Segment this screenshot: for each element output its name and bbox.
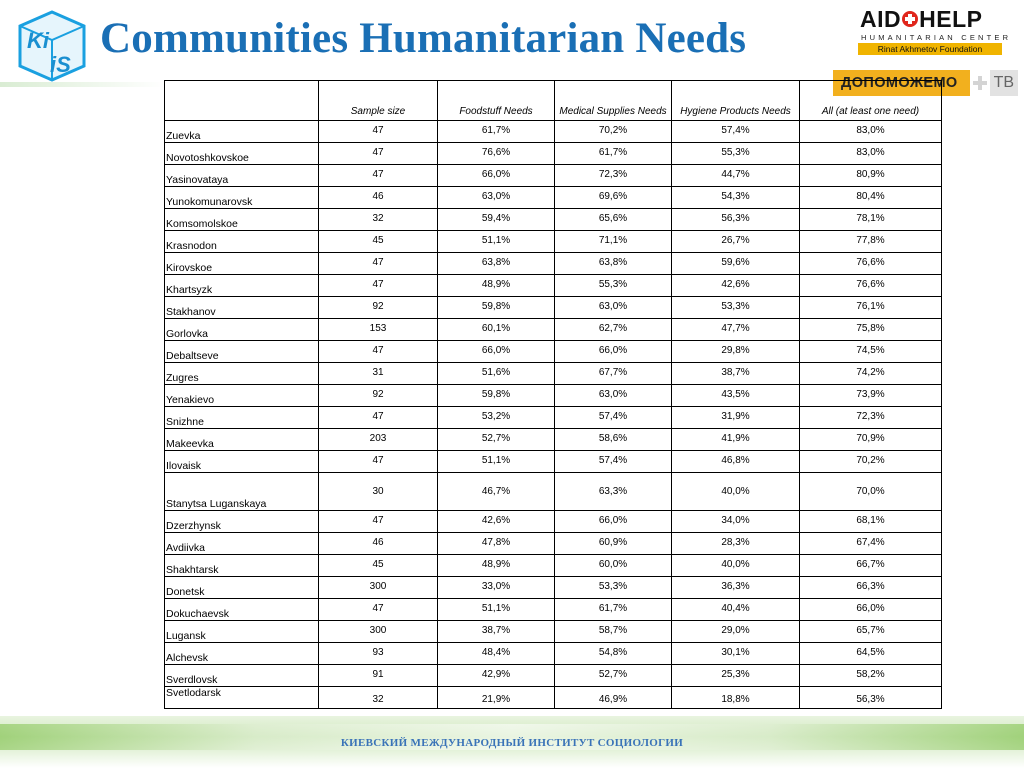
cell-hygiene-needs: 31,9% <box>672 407 800 429</box>
cell-medical-needs: 62,7% <box>555 319 672 341</box>
cell-community-name: Yasinovataya <box>165 165 319 187</box>
cell-sample-size: 91 <box>319 665 438 687</box>
cell-community-name: Yunokomunarovsk <box>165 187 319 209</box>
aid-logo-foundation: Rinat Akhmetov Foundation <box>858 43 1002 55</box>
cell-community-name: Shakhtarsk <box>165 555 319 577</box>
cell-medical-needs: 70,2% <box>555 121 672 143</box>
cell-sample-size: 47 <box>319 253 438 275</box>
cell-sample-size: 93 <box>319 643 438 665</box>
cell-medical-needs: 58,6% <box>555 429 672 451</box>
cell-community-name: Zugres <box>165 363 319 385</box>
cell-community-name: Yenakievo <box>165 385 319 407</box>
svg-text:iS: iS <box>50 52 71 77</box>
cell-sample-size: 47 <box>319 275 438 297</box>
table-row <box>165 253 942 275</box>
cell-foodstuff-needs: 66,0% <box>438 165 555 187</box>
cell-community-name: Stakhanov <box>165 297 319 319</box>
cell-hygiene-needs: 29,0% <box>672 621 800 643</box>
cell-hygiene-needs: 42,6% <box>672 275 800 297</box>
cell-all-needs: 56,3% <box>800 687 942 709</box>
cell-community-name: Debaltseve <box>165 341 319 363</box>
cell-foodstuff-needs: 66,0% <box>438 341 555 363</box>
cell-all-needs: 70,2% <box>800 451 942 473</box>
column-header-sample-size: Sample size <box>319 81 438 121</box>
table-row <box>165 385 942 407</box>
cell-community-name: Alchevsk <box>165 643 319 665</box>
cell-foodstuff-needs: 51,1% <box>438 231 555 253</box>
cell-foodstuff-needs: 47,8% <box>438 533 555 555</box>
cell-all-needs: 78,1% <box>800 209 942 231</box>
table-row <box>165 429 942 451</box>
cell-hygiene-needs: 40,4% <box>672 599 800 621</box>
aid-logo-subtitle: HUMANITARIAN CENTER <box>861 33 1012 42</box>
cell-medical-needs: 55,3% <box>555 275 672 297</box>
cell-sample-size: 47 <box>319 121 438 143</box>
cell-foodstuff-needs: 59,8% <box>438 385 555 407</box>
cell-sample-size: 46 <box>319 533 438 555</box>
cell-hygiene-needs: 26,7% <box>672 231 800 253</box>
cell-medical-needs: 63,0% <box>555 385 672 407</box>
dopomozhemo-label: ДОПОМОЖЕМО <box>833 70 970 96</box>
cell-foodstuff-needs: 52,7% <box>438 429 555 451</box>
cell-sample-size: 32 <box>319 209 438 231</box>
cell-all-needs: 80,9% <box>800 165 942 187</box>
cell-medical-needs: 72,3% <box>555 165 672 187</box>
cell-medical-needs: 71,1% <box>555 231 672 253</box>
table-header-row <box>165 81 942 121</box>
cell-hygiene-needs: 43,5% <box>672 385 800 407</box>
cell-foodstuff-needs: 51,6% <box>438 363 555 385</box>
cell-all-needs: 83,0% <box>800 143 942 165</box>
cell-sample-size: 46 <box>319 187 438 209</box>
cell-sample-size: 92 <box>319 385 438 407</box>
cell-hygiene-needs: 53,3% <box>672 297 800 319</box>
cell-hygiene-needs: 44,7% <box>672 165 800 187</box>
cell-foodstuff-needs: 46,7% <box>438 473 555 511</box>
cell-all-needs: 74,5% <box>800 341 942 363</box>
header-rule <box>0 82 165 87</box>
cell-community-name: Kirovskoe <box>165 253 319 275</box>
table-row <box>165 621 942 643</box>
cell-foodstuff-needs: 53,2% <box>438 407 555 429</box>
cell-sample-size: 47 <box>319 599 438 621</box>
cell-foodstuff-needs: 63,8% <box>438 253 555 275</box>
cell-foodstuff-needs: 63,0% <box>438 187 555 209</box>
cell-community-name: Makeevka <box>165 429 319 451</box>
cell-hygiene-needs: 46,8% <box>672 451 800 473</box>
table-row <box>165 451 942 473</box>
cell-foodstuff-needs: 42,6% <box>438 511 555 533</box>
column-header-medical: Medical Supplies Needs <box>555 81 672 121</box>
cell-sample-size: 47 <box>319 407 438 429</box>
cell-hygiene-needs: 57,4% <box>672 121 800 143</box>
cell-foodstuff-needs: 33,0% <box>438 577 555 599</box>
cell-hygiene-needs: 29,8% <box>672 341 800 363</box>
table-row <box>165 511 942 533</box>
cell-foodstuff-needs: 51,1% <box>438 451 555 473</box>
cell-sample-size: 47 <box>319 341 438 363</box>
table-row <box>165 165 942 187</box>
cell-sample-size: 47 <box>319 511 438 533</box>
cell-medical-needs: 60,9% <box>555 533 672 555</box>
cell-foodstuff-needs: 48,9% <box>438 275 555 297</box>
cell-sample-size: 45 <box>319 231 438 253</box>
cell-foodstuff-needs: 51,1% <box>438 599 555 621</box>
kiis-logo <box>14 8 90 84</box>
cell-hygiene-needs: 38,7% <box>672 363 800 385</box>
cell-community-name: Gorlovka <box>165 319 319 341</box>
cell-foodstuff-needs: 48,4% <box>438 643 555 665</box>
cell-sample-size: 31 <box>319 363 438 385</box>
cell-all-needs: 73,9% <box>800 385 942 407</box>
cell-medical-needs: 69,6% <box>555 187 672 209</box>
cell-community-name: Avdiivka <box>165 533 319 555</box>
cell-all-needs: 70,0% <box>800 473 942 511</box>
cell-sample-size: 45 <box>319 555 438 577</box>
cell-community-name: Snizhne <box>165 407 319 429</box>
column-header-all: All (at least one need) <box>800 81 942 121</box>
cell-hygiene-needs: 18,8% <box>672 687 800 709</box>
cell-foodstuff-needs: 59,8% <box>438 297 555 319</box>
cell-hygiene-needs: 40,0% <box>672 555 800 577</box>
cell-all-needs: 66,0% <box>800 599 942 621</box>
cell-community-name: Krasnodon <box>165 231 319 253</box>
cell-community-name: Ilovaisk <box>165 451 319 473</box>
cell-medical-needs: 63,0% <box>555 297 672 319</box>
cell-foodstuff-needs: 60,1% <box>438 319 555 341</box>
cell-all-needs: 76,1% <box>800 297 942 319</box>
plus-icon <box>970 70 990 96</box>
cell-community-name: Zuevka <box>165 121 319 143</box>
cell-hygiene-needs: 59,6% <box>672 253 800 275</box>
table-row <box>165 363 942 385</box>
table-row <box>165 407 942 429</box>
table-row <box>165 577 942 599</box>
column-header-community <box>165 81 319 121</box>
cell-medical-needs: 65,6% <box>555 209 672 231</box>
table-row <box>165 533 942 555</box>
cell-sample-size: 30 <box>319 473 438 511</box>
cell-medical-needs: 63,8% <box>555 253 672 275</box>
cell-medical-needs: 61,7% <box>555 599 672 621</box>
cell-all-needs: 64,5% <box>800 643 942 665</box>
cell-sample-size: 32 <box>319 687 438 709</box>
cell-sample-size: 47 <box>319 143 438 165</box>
cell-community-name: Dzerzhynsk <box>165 511 319 533</box>
cell-community-name: Novotoshkovskoe <box>165 143 319 165</box>
dopomozhemo-suffix: ТВ <box>990 70 1018 96</box>
cell-all-needs: 72,3% <box>800 407 942 429</box>
table-row <box>165 231 942 253</box>
cell-all-needs: 70,9% <box>800 429 942 451</box>
cell-medical-needs: 66,0% <box>555 511 672 533</box>
table-row <box>165 665 942 687</box>
table-row <box>165 121 942 143</box>
cell-medical-needs: 61,7% <box>555 143 672 165</box>
cell-medical-needs: 67,7% <box>555 363 672 385</box>
cell-hygiene-needs: 56,3% <box>672 209 800 231</box>
column-header-hygiene: Hygiene Products Needs <box>672 81 800 121</box>
cell-community-name: Stanytsa Luganskaya <box>165 473 319 511</box>
cell-medical-needs: 58,7% <box>555 621 672 643</box>
cell-hygiene-needs: 55,3% <box>672 143 800 165</box>
cell-sample-size: 92 <box>319 297 438 319</box>
cell-hygiene-needs: 41,9% <box>672 429 800 451</box>
table-row <box>165 209 942 231</box>
cell-medical-needs: 53,3% <box>555 577 672 599</box>
cell-hygiene-needs: 40,0% <box>672 473 800 511</box>
cell-medical-needs: 60,0% <box>555 555 672 577</box>
table-row <box>165 473 942 511</box>
cell-community-name: Svetlodarsk <box>165 687 319 709</box>
table-row <box>165 143 942 165</box>
cell-all-needs: 76,6% <box>800 253 942 275</box>
cell-community-name: Komsomolskoe <box>165 209 319 231</box>
cell-all-needs: 58,2% <box>800 665 942 687</box>
page-title: Communities Humanitarian Needs <box>100 15 747 62</box>
cell-sample-size: 300 <box>319 577 438 599</box>
cell-hygiene-needs: 30,1% <box>672 643 800 665</box>
cell-foodstuff-needs: 61,7% <box>438 121 555 143</box>
cell-community-name: Donetsk <box>165 577 319 599</box>
cell-community-name: Dokuchaevsk <box>165 599 319 621</box>
cell-medical-needs: 52,7% <box>555 665 672 687</box>
cell-all-needs: 83,0% <box>800 121 942 143</box>
cell-hygiene-needs: 34,0% <box>672 511 800 533</box>
cell-all-needs: 75,8% <box>800 319 942 341</box>
aid-help-logo <box>856 6 1012 56</box>
cell-all-needs: 66,3% <box>800 577 942 599</box>
red-cross-icon <box>902 11 918 27</box>
cell-hygiene-needs: 47,7% <box>672 319 800 341</box>
needs-table <box>164 80 942 709</box>
cell-community-name: Sverdlovsk <box>165 665 319 687</box>
table-row <box>165 187 942 209</box>
cell-medical-needs: 63,3% <box>555 473 672 511</box>
cell-all-needs: 66,7% <box>800 555 942 577</box>
cell-hygiene-needs: 25,3% <box>672 665 800 687</box>
table-row <box>165 555 942 577</box>
table-row <box>165 275 942 297</box>
cell-sample-size: 47 <box>319 165 438 187</box>
cell-community-name: Khartsyzk <box>165 275 319 297</box>
cell-hygiene-needs: 28,3% <box>672 533 800 555</box>
cell-community-name: Lugansk <box>165 621 319 643</box>
cell-sample-size: 203 <box>319 429 438 451</box>
cell-foodstuff-needs: 76,6% <box>438 143 555 165</box>
cell-sample-size: 47 <box>319 451 438 473</box>
cell-medical-needs: 66,0% <box>555 341 672 363</box>
cell-all-needs: 67,4% <box>800 533 942 555</box>
svg-text:Ki: Ki <box>27 28 49 53</box>
table-row <box>165 297 942 319</box>
column-header-foodstuff: Foodstuff Needs <box>438 81 555 121</box>
cell-sample-size: 300 <box>319 621 438 643</box>
cell-all-needs: 68,1% <box>800 511 942 533</box>
cell-foodstuff-needs: 59,4% <box>438 209 555 231</box>
cell-foodstuff-needs: 48,9% <box>438 555 555 577</box>
cell-hygiene-needs: 54,3% <box>672 187 800 209</box>
table-row <box>165 599 942 621</box>
table-row <box>165 643 942 665</box>
cell-foodstuff-needs: 21,9% <box>438 687 555 709</box>
footer-text: КИЕВСКИЙ МЕЖДУНАРОДНЫЙ ИНСТИТУТ СОЦИОЛОГИИ <box>340 737 684 749</box>
cell-medical-needs: 54,8% <box>555 643 672 665</box>
cell-all-needs: 77,8% <box>800 231 942 253</box>
table-row <box>165 341 942 363</box>
cell-foodstuff-needs: 42,9% <box>438 665 555 687</box>
aid-logo-left: AID <box>860 6 902 32</box>
cell-all-needs: 65,7% <box>800 621 942 643</box>
cell-sample-size: 153 <box>319 319 438 341</box>
cell-hygiene-needs: 36,3% <box>672 577 800 599</box>
cell-all-needs: 76,6% <box>800 275 942 297</box>
aid-logo-right: HELP <box>919 6 983 32</box>
cell-medical-needs: 46,9% <box>555 687 672 709</box>
cell-medical-needs: 57,4% <box>555 451 672 473</box>
table-row <box>165 319 942 341</box>
cell-all-needs: 80,4% <box>800 187 942 209</box>
cell-foodstuff-needs: 38,7% <box>438 621 555 643</box>
cell-medical-needs: 57,4% <box>555 407 672 429</box>
cell-all-needs: 74,2% <box>800 363 942 385</box>
table-row <box>165 687 942 709</box>
